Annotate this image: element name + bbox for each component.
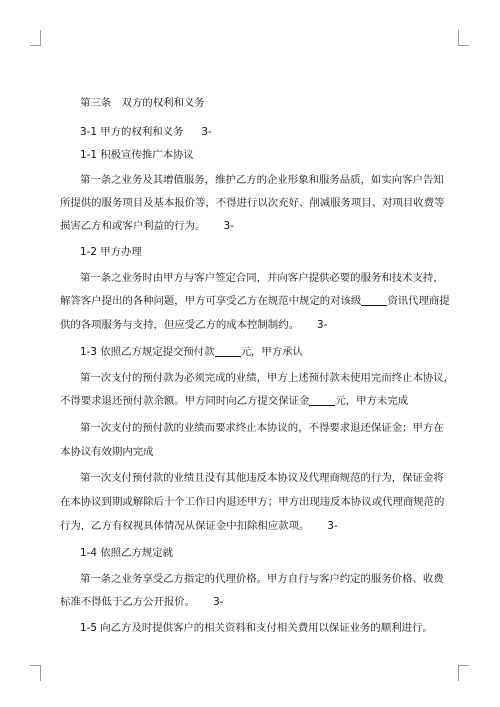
clause-heading: [80, 245, 440, 259]
subsection-heading: [80, 125, 440, 139]
paragraph-line: [60, 445, 440, 459]
paragraph-line: [80, 421, 444, 435]
paragraph-line: [80, 471, 444, 485]
paragraph-line: [60, 294, 450, 308]
paragraph-text: 第一次支付预付款的业绩且没有其他违反本协议及代理商规范的行为，保证金将: [80, 472, 444, 484]
paragraph-text: 元，甲方未完成: [335, 395, 409, 407]
paragraph-line: [60, 318, 440, 332]
subsection-heading-text: 3-1 甲方的权利和义务: [80, 126, 184, 138]
clause-heading-text: 1-3 依照乙方规定提交预付款: [80, 346, 215, 358]
paragraph-line: [80, 173, 444, 187]
paragraph-text: 第一条之业务及其增值服务，维护乙方的企业形象和服务品质，如实向客户告知: [80, 174, 444, 186]
clause-heading-text: 元，甲方承认: [240, 346, 303, 358]
paragraph-text: 供的各项服务与支持，但应受乙方的成本控制制约。: [60, 319, 299, 331]
paragraph-line: [80, 271, 444, 285]
clause-heading: [80, 621, 440, 635]
paragraph-text: 第一次支付的预付款为必须完成的业绩，甲方上述预付款未使用完而终止本协议，: [80, 372, 455, 384]
page-reference: 3-: [316, 319, 328, 331]
paragraph-text: 第一次支付的预付款的业绩而要求终止本协议的，不得要求退还保证金；甲方在: [80, 422, 444, 434]
fill-in-blank: [309, 395, 335, 406]
paragraph-line: [60, 394, 440, 408]
page-reference: 3-: [213, 596, 224, 608]
crop-mark-bottom-right: [458, 665, 469, 681]
clause-heading-text: 1-2 甲方办理: [80, 246, 142, 258]
clause-heading: [80, 546, 440, 560]
paragraph-line: [60, 519, 440, 533]
clause-heading-text: 1-5 向乙方及时提供客户的相关资料和支付相关费用以保证业务的顺利进行。: [80, 622, 433, 634]
paragraph-text: 本协议有效期内完成: [60, 446, 154, 458]
crop-mark-top-left: [30, 30, 41, 46]
paragraph-line: [60, 196, 445, 210]
paragraph-line: [80, 371, 455, 385]
paragraph-text: 行为，乙方有权视具体情况从保证金中扣除相应款项。: [60, 520, 310, 532]
paragraph-text: 损害乙方和或客户利益的行为。: [60, 220, 206, 232]
crop-mark-top-right: [458, 30, 469, 46]
clause-heading: [80, 148, 440, 162]
paragraph-line: [60, 219, 440, 233]
clause-heading-text: 1-1 积极宣传推广本协议: [80, 149, 194, 161]
page-reference: 3-: [327, 520, 338, 532]
paragraph-text: 所提供的服务项目及基本报价等，不得进行以次充好、削减服务项目、对项目收费等: [60, 197, 445, 209]
paragraph-text: 解答客户提出的各种问题，甲方可享受乙方在规范中规定的对该级: [60, 295, 362, 307]
paragraph-text: 不得要求退还预付款余额。甲方同时向乙方提交保证金: [60, 395, 310, 407]
paragraph-line: [60, 595, 440, 609]
section-heading: [80, 96, 440, 110]
page-reference: 3-: [201, 126, 212, 138]
clause-heading-text: 1-4 依照乙方规定就: [80, 547, 174, 559]
paragraph-line: [80, 572, 444, 586]
page-reference: 3-: [223, 220, 234, 232]
paragraph-text: 资讯代理商提: [387, 295, 450, 307]
fill-in-blank: [361, 295, 387, 306]
paragraph-line: [60, 495, 445, 509]
paragraph-text: 在本协议到期或解除后十个工作日内退还甲方；甲方出现违反本协议或代理商规范的: [60, 496, 445, 508]
paragraph-text: 第一条之业务时由甲方与客户签定合同，并向客户提供必要的服务和技术支持，: [80, 272, 444, 284]
paragraph-text: 标准不得低于乙方公开报价。: [60, 596, 196, 608]
fill-in-blank: [215, 346, 241, 357]
crop-mark-bottom-left: [30, 665, 41, 681]
paragraph-text: 第一条之业务享受乙方指定的代理价格。甲方自行与客户约定的服务价格、收费: [80, 573, 444, 585]
section-heading-text: 第三条 双方的权利和义务: [80, 97, 205, 109]
clause-heading: [80, 345, 440, 359]
